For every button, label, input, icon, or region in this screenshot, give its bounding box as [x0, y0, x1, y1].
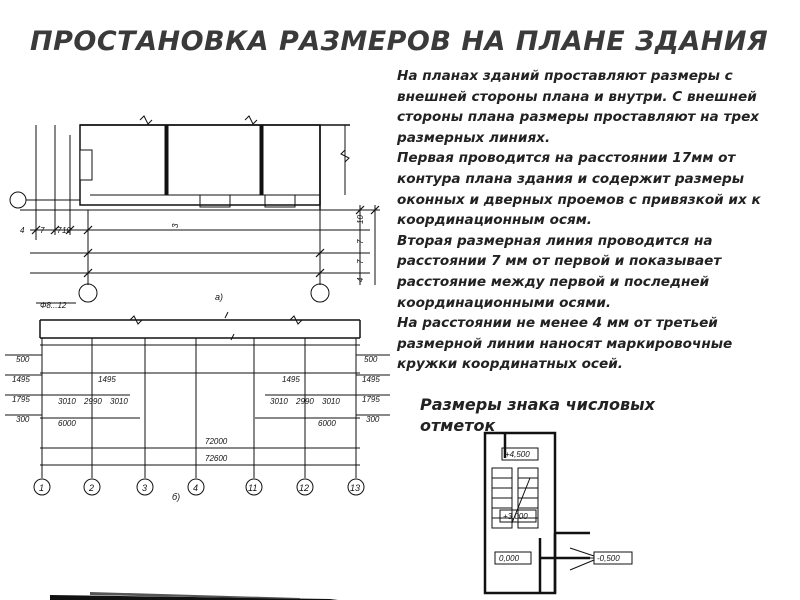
left-span: 6000	[58, 419, 76, 428]
right-chain-1: 3010	[270, 397, 288, 406]
right-span: 6000	[318, 419, 336, 428]
body-text	[397, 66, 797, 375]
right-label-4: 300	[366, 415, 380, 424]
right-label-3: 1795	[362, 395, 380, 404]
plan-drawing-a	[0, 110, 400, 310]
caption-a: а)	[215, 292, 224, 302]
right-dim-3: 7	[356, 259, 365, 264]
axis-11: 11	[248, 483, 258, 493]
right-chain-3: 3010	[322, 397, 340, 406]
elevation-marks-drawing	[470, 428, 670, 600]
left-chain-2: 2990	[84, 397, 102, 406]
left-chain-1: 3010	[58, 397, 76, 406]
total-inner: 72000	[205, 437, 228, 446]
axis-1: 1	[39, 483, 45, 493]
paragraph-4: На расстоянии не менее 4 мм от третьей размерной линии наносят маркировочные кружки координатных осей.	[397, 315, 733, 373]
right-dim-4: 4	[356, 277, 365, 282]
caption-b: б)	[172, 492, 181, 502]
left-label-4: 300	[16, 415, 30, 424]
circle-diameter-label: Ф8...12	[40, 301, 67, 310]
left-chain-3: 3010	[110, 397, 128, 406]
axis-4: 4	[193, 483, 199, 493]
axis-13: 13	[350, 483, 361, 493]
small-dim: 3	[171, 223, 180, 228]
left-chain-top: 1495	[98, 375, 116, 384]
paragraph-1: На планах зданий проставляют размеры с внешней стороны плана и внутри. С внешней стороны плана размеры проставляют на трех размерных линиях.	[397, 68, 760, 146]
right-chain-2: 2990	[296, 397, 314, 406]
subheading-line-2: отметок	[420, 416, 496, 435]
subheading-line-1: Размеры знака числовых	[420, 395, 655, 414]
slide-title: ПРОСТАНОВКА РАЗМЕРОВ НА ПЛАНЕ ЗДАНИЯ	[30, 26, 769, 57]
elevation-middle: +3,000	[503, 512, 528, 521]
right-chain-top: 1495	[282, 375, 300, 384]
right-dim-2: 7	[356, 239, 365, 244]
right-dim-1: 10	[356, 215, 365, 224]
axis-12: 12	[299, 483, 310, 493]
right-label-2: 1495	[362, 375, 380, 384]
elevation-bottom-left: 0,000	[499, 554, 520, 563]
left-label-2: 1495	[12, 375, 30, 384]
plan-drawing-b	[0, 310, 400, 500]
left-label-3: 1795	[12, 395, 30, 404]
elevation-bottom-right: -0,500	[597, 554, 620, 563]
left-label-1: 500	[16, 355, 30, 364]
left-dim-1: 4	[20, 226, 25, 235]
right-label-1: 500	[364, 355, 378, 364]
paragraph-2: Первая проводится на расстоянии 17мм от контура плана здания и содержит размеры оконных и дверных проемов с привязкой их к координационным осям.	[397, 150, 761, 229]
decorative-wedge	[0, 540, 800, 600]
left-dim-4: 10	[62, 226, 71, 235]
total-outer: 72600	[205, 454, 228, 463]
elevation-top: +4,500	[505, 450, 530, 459]
left-dim-3: 7	[57, 226, 62, 235]
paragraph-3: Вторая размерная линия проводится на расстоянии 7 мм от первой и показывает расстояние между первой и последней координационными осями.	[397, 232, 722, 311]
axis-3: 3	[142, 483, 148, 493]
axis-2: 2	[89, 483, 95, 493]
left-dim-2: 7	[40, 226, 45, 235]
